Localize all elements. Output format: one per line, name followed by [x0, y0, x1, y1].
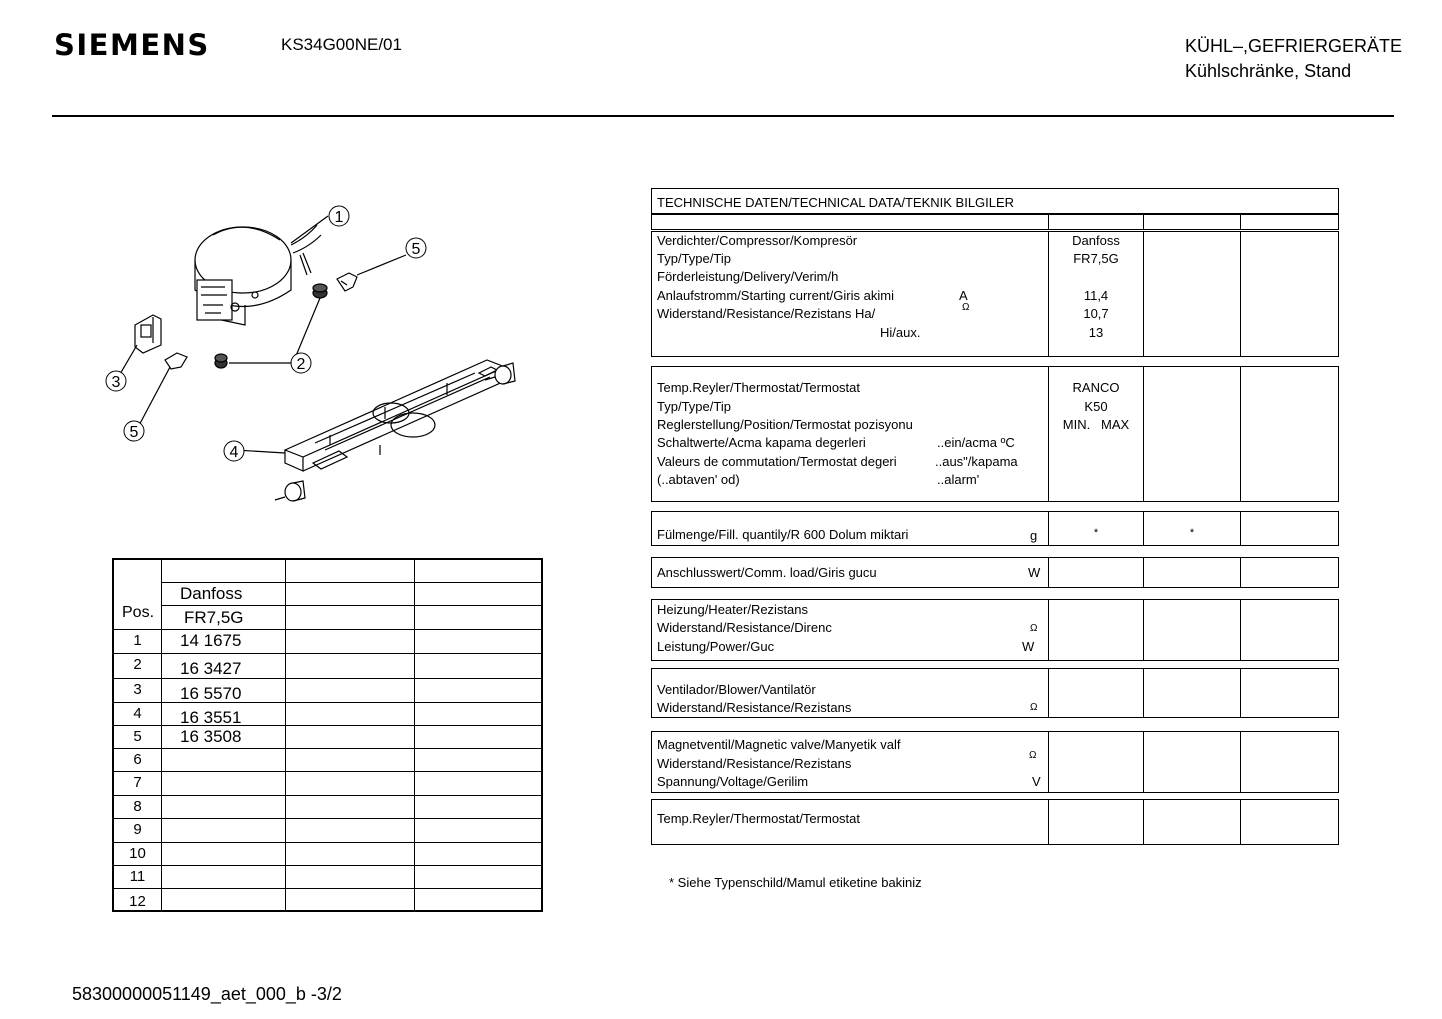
compressor-type-label: Typ/Type/Tip [657, 251, 731, 266]
callout-2: 2 [296, 356, 306, 373]
thermostat-type-label: Typ/Type/Tip [657, 399, 731, 414]
callout-5-upper: 5 [411, 241, 421, 258]
document-id-footer: 58300000051149_aet_000_b -3/2 [72, 984, 342, 1004]
thermostat-position-label: Reglerstellung/Position/Termostat pozisyonu [657, 417, 913, 432]
magnetic-valve-voltage-label: Spannung/Voltage/Gerilim [657, 774, 809, 789]
aux-label: Hi/aux. [880, 325, 921, 340]
switching-values-label: Schaltwerte/Acma kapama degerleri [657, 435, 866, 450]
category-title: KÜHL–,GEFRIERGERÄTE [1185, 36, 1403, 56]
magnetic-valve-voltage-unit: V [1032, 774, 1041, 789]
table-row: 8 [133, 798, 142, 815]
brand-logo: SIEMENS [54, 28, 210, 62]
heater-resistance-label: Widerstand/Resistance/Direnc [657, 620, 832, 635]
table-row: 1 [133, 632, 142, 649]
column-header-strip [651, 214, 1339, 230]
table-row: 16 3427 [180, 659, 242, 678]
relay-drawing [135, 315, 161, 353]
compressor-label: Verdichter/Compressor/Kompresör [657, 233, 858, 248]
magnetic-valve-resistance-label: Widerstand/Resistance/Rezistans [657, 756, 852, 771]
pos-header: Pos. [122, 604, 155, 621]
table-row: 12 [129, 893, 146, 910]
blower-label: Ventilador/Blower/Vantilatör [657, 682, 816, 697]
delivery-label: Förderleistung/Delivery/Verim/h [657, 269, 839, 284]
alarm-label: ..alarm' [937, 472, 980, 487]
parts-position-table [112, 558, 543, 912]
thermostat2-label: Temp.Reyler/Thermostat/Termostat [657, 811, 861, 826]
table-row: 2 [133, 656, 142, 673]
switch-on-label: ..ein/acma ºC [937, 435, 1015, 450]
blower-resistance-unit: Ω [1030, 702, 1038, 713]
base-plate-drawing [285, 360, 505, 471]
resistance-main-value: 10,7 [1083, 306, 1109, 321]
table-row: 9 [133, 821, 142, 838]
table-row: 10 [129, 845, 146, 862]
switch-off-label: ..aus"/kapama [935, 454, 1018, 469]
magnetic-valve-resistance-unit: Ω [1029, 750, 1037, 761]
thermostat-brand-value: RANCO [1072, 380, 1120, 395]
connected-load-unit: W [1028, 565, 1041, 580]
fill-quantity-value-2: * [1189, 527, 1195, 539]
commutation-label: Valeurs de commutation/Termostat degeri [657, 454, 897, 469]
footnote: * Siehe Typenschild/Mamul etiketine bakiniz [669, 875, 922, 890]
fill-quantity-label: Fülmenge/Fill. quantily/R 600 Dolum miktari [657, 527, 909, 542]
thermostat-position-value: MIN. MAX [1062, 417, 1130, 432]
table-row: 16 5570 [180, 684, 242, 703]
heater-resistance-unit: Ω [1030, 623, 1038, 634]
connected-load-label: Anschlusswert/Comm. load/Giris gucu [657, 565, 877, 580]
starting-current-unit: A [959, 288, 968, 303]
fill-quantity-unit: g [1030, 528, 1038, 543]
fill-quantity-value: * [1093, 527, 1099, 539]
table-row: 7 [133, 774, 142, 791]
table-row: 14 1675 [180, 631, 242, 650]
model-number: KS34G00NE/01 [281, 35, 402, 54]
heater-label: Heizung/Heater/Rezistans [657, 602, 809, 617]
table-row: 6 [133, 751, 142, 768]
thermostat-type-value: K50 [1084, 399, 1108, 414]
resistance-unit: Ω [962, 302, 970, 313]
compressor-drawing [195, 225, 321, 325]
callout-5-lower: 5 [129, 424, 139, 441]
thermostat-label: Temp.Reyler/Thermostat/Termostat [657, 380, 861, 395]
defrost-label: (..abtaven' od) [657, 472, 740, 487]
brand-header: Danfoss [180, 584, 243, 603]
callout-3: 3 [111, 374, 121, 391]
compressor-brand-value: Danfoss [1072, 233, 1120, 248]
heater-power-unit: W [1022, 639, 1035, 654]
blower-resistance-label: Widerstand/Resistance/Rezistans [657, 700, 852, 715]
starting-current-label: Anlaufstromm/Starting current/Giris akimi [657, 288, 894, 303]
callout-4: 4 [229, 444, 239, 461]
clip-drawing [337, 273, 357, 291]
resistance-aux-value: 13 [1088, 325, 1104, 340]
table-row: 4 [133, 705, 142, 722]
callout-1: 1 [334, 209, 344, 226]
table-row: 5 [133, 728, 142, 745]
table-row: 16 3508 [180, 727, 242, 746]
category-subtitle: Kühlschränke, Stand [1185, 61, 1352, 81]
table-row: 11 [129, 868, 146, 885]
compressor-exploded-diagram [95, 195, 535, 515]
compressor-type-value: FR7,5G [1073, 251, 1119, 266]
table-row: 3 [133, 681, 142, 698]
starting-current-value: 11,4 [1083, 288, 1109, 303]
resistance-label: Widerstand/Resistance/Rezistans Ha/ [657, 306, 876, 321]
type-header: FR7,5G [184, 608, 244, 627]
header-divider [52, 115, 1394, 117]
table-row: 16 3551 [180, 708, 242, 727]
tech-title: TECHNISCHE DATEN/TECHNICAL DATA/TEKNIK BILGILER [657, 195, 1015, 210]
heater-power-label: Leistung/Power/Guc [657, 639, 775, 654]
magnetic-valve-label: Magnetventil/Magnetic valve/Manyetik valf [657, 737, 901, 752]
